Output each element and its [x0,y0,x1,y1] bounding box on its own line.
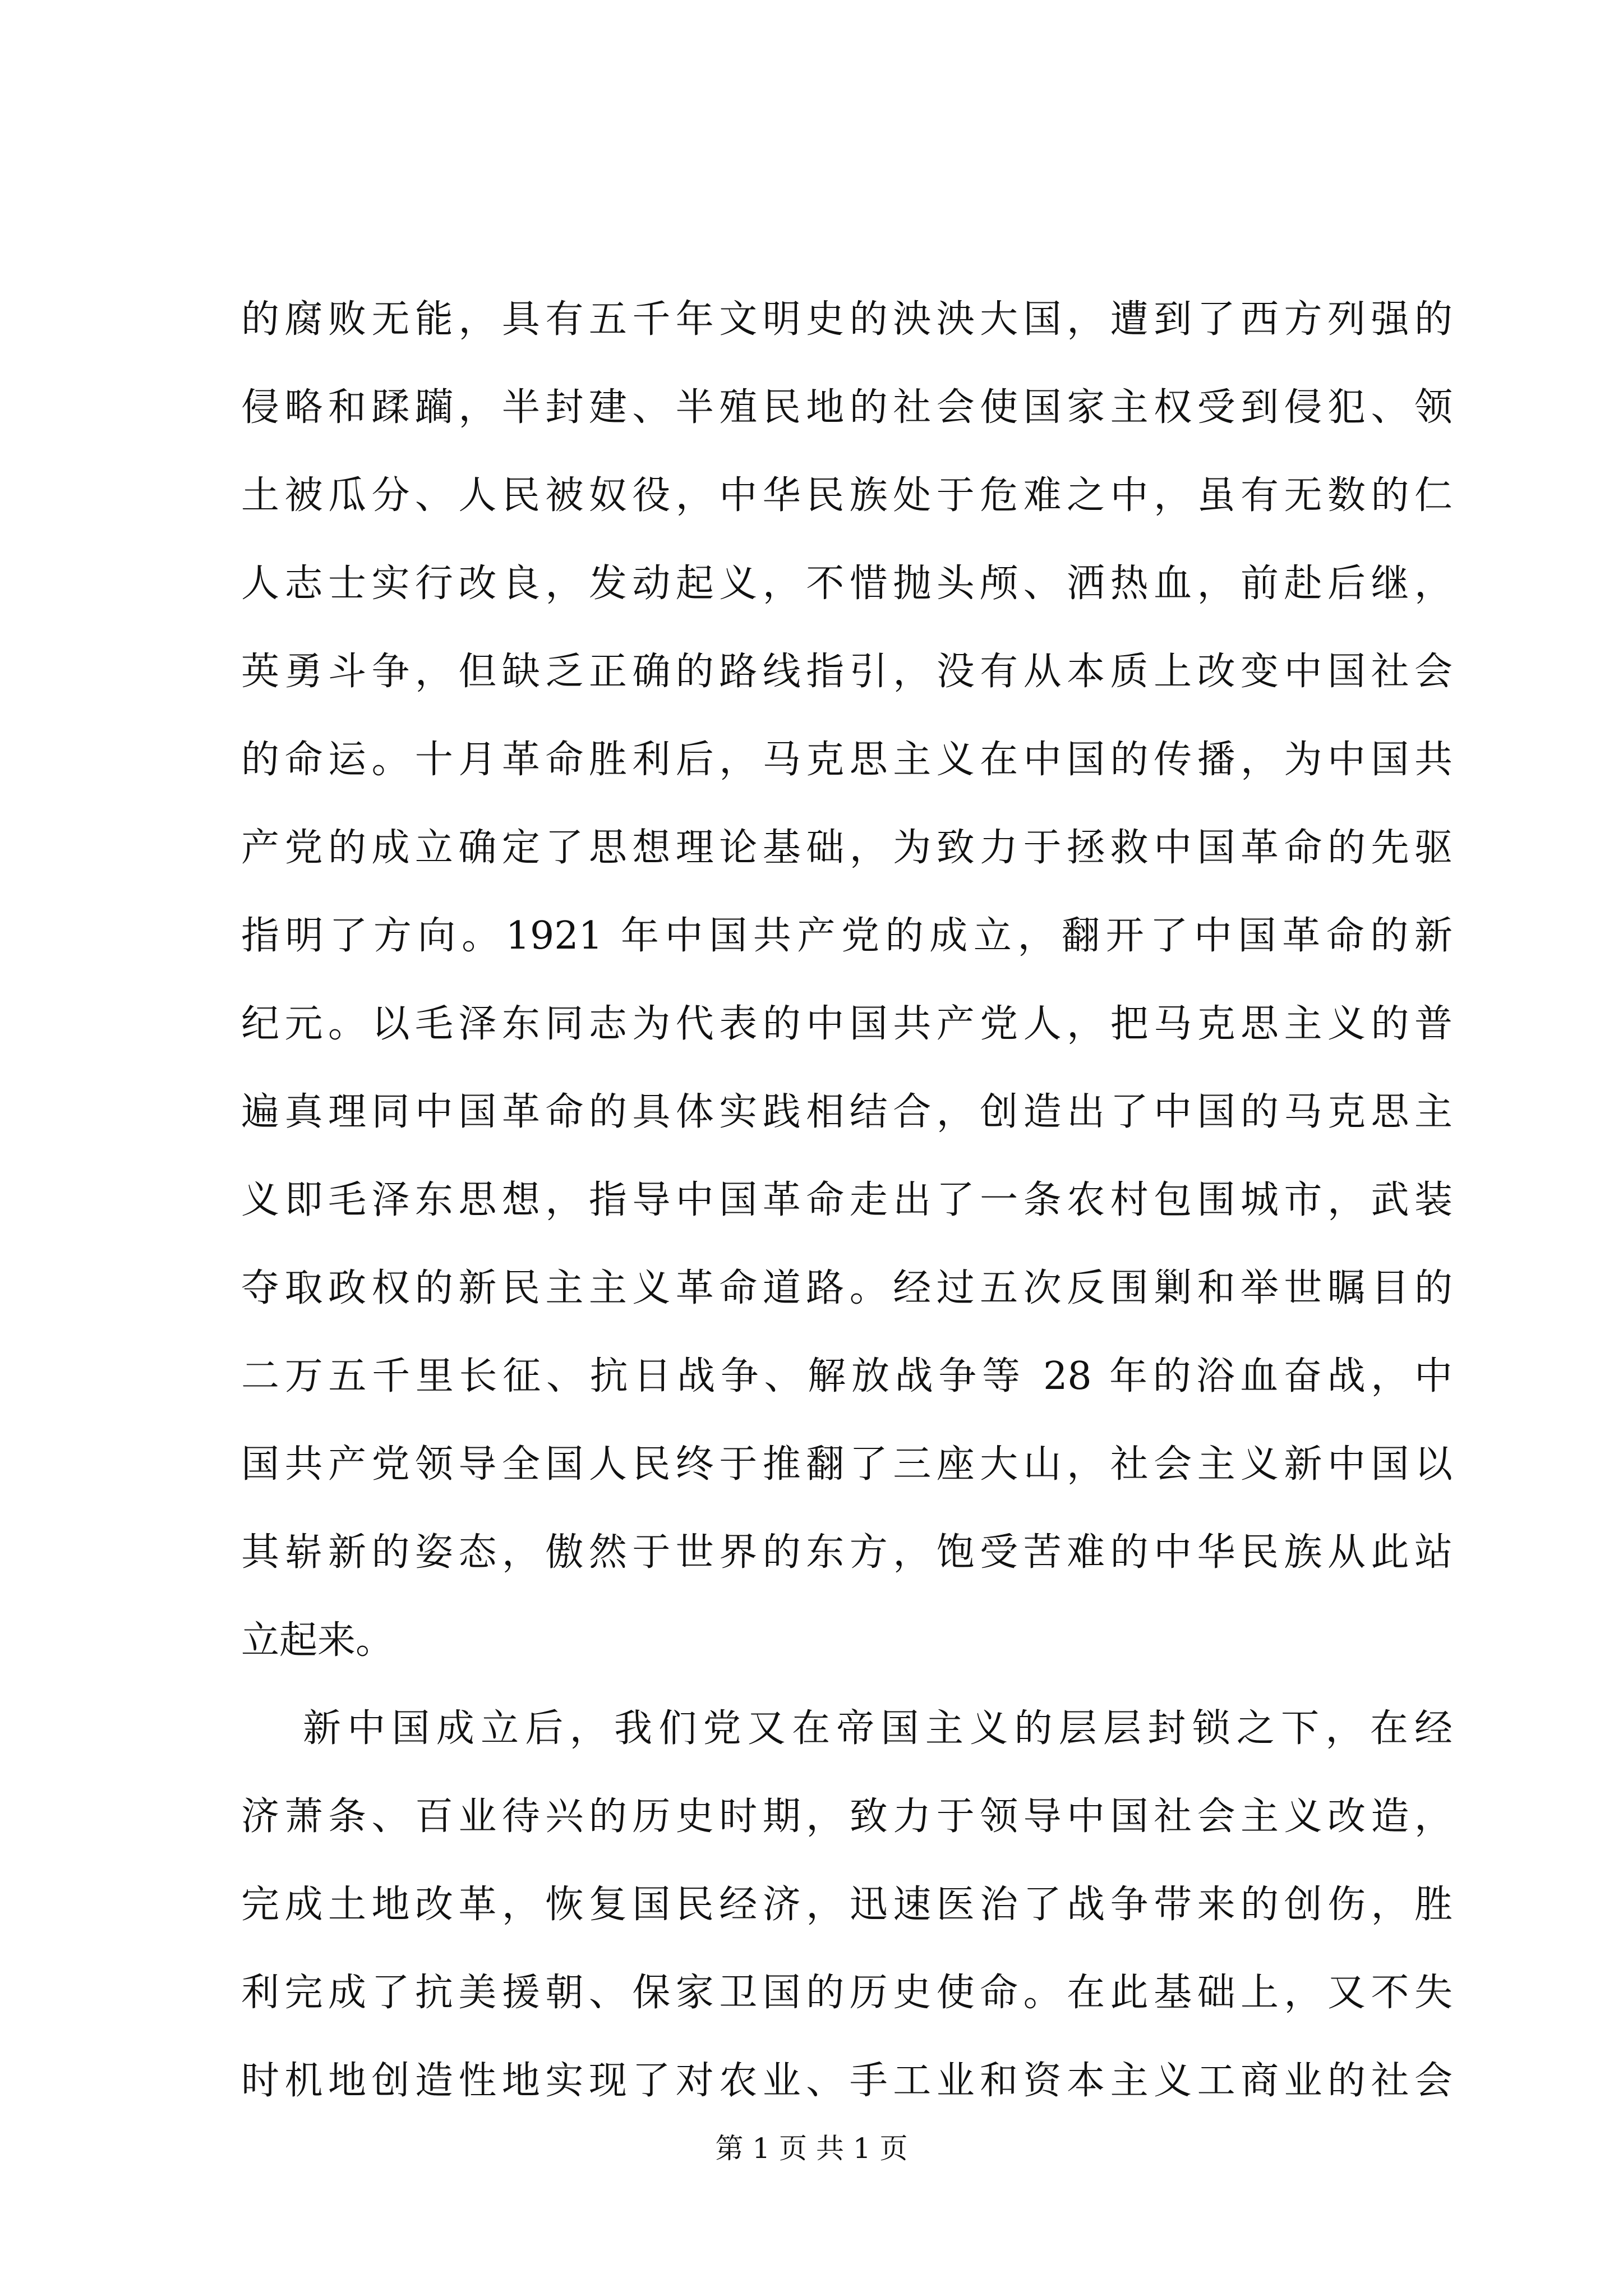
text-line: 立起来。 [241,1618,394,1663]
text-line: 利完成了抗美援朝、保家卫国的历史使命。在此基础上，又不失 [241,1971,1453,2015]
body-text [241,297,1453,2150]
text-line: 其崭新的姿态，傲然于世界的东方，饱受苦难的中华民族从此站 [241,1530,1453,1575]
text-line: 国共产党领导全国人民终于推翻了三座大山，社会主义新中国以 [241,1442,1453,1487]
text-line: 遍真理同中国革命的具体实践相结合，创造出了中国的马克思主 [241,1090,1453,1134]
text-line: 指明了方向。1921 年中国共产党的成立，翻开了中国革命的新 [241,914,1453,958]
text-line: 侵略和蹂躏，半封建、半殖民地的社会使国家主权受到侵犯、领 [241,385,1453,430]
text-line: 土被瓜分、人民被奴役，中华民族处于危难之中，虽有无数的仁 [241,473,1453,518]
text-line: 产党的成立确定了思想理论基础，为致力于拯救中国革命的先驱 [241,826,1453,870]
text-line: 的命运。十月革命胜利后，马克思主义在中国的传播，为中国共 [241,738,1453,782]
text-line: 济萧条、百业待兴的历史时期，致力于领导中国社会主义改造， [241,1795,1453,1839]
text-line: 英勇斗争，但缺乏正确的路线指引，没有从本质上改变中国社会 [241,650,1453,694]
page-footer [0,2126,1623,2166]
text-line: 完成土地改革，恢复国民经济，迅速医治了战争带来的创伤，胜 [241,1883,1453,1927]
text-line: 二万五千里长征、抗日战争、解放战争等 28 年的浴血奋战，中 [241,1354,1453,1398]
text-line: 人志士实行改良，发动起义，不惜抛头颅、洒热血，前赴后继， [241,562,1453,606]
paragraph-first-line: 新中国成立后，我们党又在帝国主义的层层封锁之下，在经 [303,1706,1453,1751]
text-line: 义即毛泽东思想，指导中国革命走出了一条农村包围城市，武装 [241,1178,1453,1222]
text-line: 时机地创造性地实现了对农业、手工业和资本主义工商业的社会 [241,2059,1453,2103]
text-line: 纪元。以毛泽东同志为代表的中国共产党人，把马克思主义的普 [241,1002,1453,1046]
page-number-label: 第 1 页 共 1 页 [715,2132,908,2165]
text-line: 夺取政权的新民主主义革命道路。经过五次反围剿和举世瞩目的 [241,1266,1453,1310]
text-line: 的腐败无能，具有五千年文明史的泱泱大国，遭到了西方列强的 [241,297,1453,342]
